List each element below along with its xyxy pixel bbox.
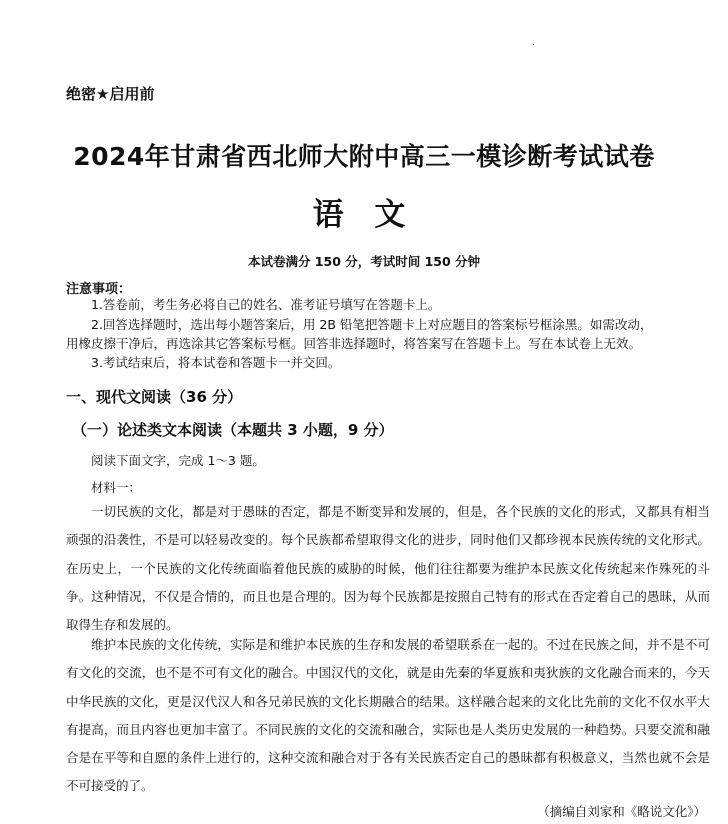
section-heading: 一、现代文阅读（36 分） [66, 388, 243, 406]
subsection-heading: （一）论述类文本阅读（本题共 3 小题，9 分） [72, 421, 394, 439]
reading-instruction: 阅读下面文字，完成 1～3 题。 [91, 453, 265, 468]
passage-source: （摘编自刘家和《略说文化》） [537, 804, 706, 819]
stray-mark [533, 44, 534, 45]
note-item-2-line-2: 用橡皮擦干净后，再选涂其它答案标号框。回答非选择题时，将答案写在答题卡上。写在本试卷上无效。 [66, 336, 642, 351]
score-info: 本试卷满分 150 分，考试时间 150 分钟 [247, 254, 481, 269]
note-item-2-line-1: 2.回答选择题时，选出每小题答案后，用 2B 铅笔把答题卡上对应题目的答案标号框涂黑。如需改动， [91, 317, 653, 332]
exam-title: 2024年甘肃省西北师大附中高三一模诊断考试试卷 [73, 142, 655, 171]
confidential-label: 绝密★启用前 [66, 85, 155, 103]
note-item-3: 3.考试结束后，将本试卷和答题卡一并交回。 [91, 355, 341, 370]
subject-title: 语 文 [312, 197, 416, 233]
passage-paragraph-2: 维护本民族的文化传统，实际是和维护本民族的生存和发展的希望联系在一起的。不过在民族之间，并不是不可有文化的交流，也不是不可有文化的融合。中国汉代的文化，就是由先秦的华夏族和夷狄族的文化融合而来的，今天中华民族的文化，更是汉代汉人和各兄弟民族的文化长期融合的结果。这样融合起来的文化比先前的文化不仅水平大有提高，而且内容也更加丰富了。不同民族的文化的交流和融合，实际也是人类历史发展的一种趋势。只要交流和融合是在平等和自愿的条件上进行的，这种交流和融合对于各有关民族否定自己的愚昧都有积极意义，当然也就不会是不可接受的了。 [66, 637, 710, 794]
material-label: 材料一： [91, 480, 142, 495]
note-item-1: 1.答卷前，考生务必将自己的姓名、准考证号填写在答题卡上。 [91, 297, 441, 312]
passage-paragraph-1: 一切民族的文化，都是对于愚昧的否定，都是不断变异和发展的，但是，各个民族的文化的形式，又都具有相当顽强的沿袭性，不是可以轻易改变的。每个民族都希望取得文化的进步，同时他们又都珍视本民族传统的文化形式。在历史上，一个民族的文化传统面临着他民族的威胁的时候，他们往往都要为维护本民族文化传统起来作殊死的斗争。这种情况，不仅是合情的，而且也是合理的。因为每个民族都是按照自己特有的形式在否定着自己的愚昧，从而取得生存和发展的。 [66, 504, 710, 633]
notes-title: 注意事项： [66, 282, 132, 297]
